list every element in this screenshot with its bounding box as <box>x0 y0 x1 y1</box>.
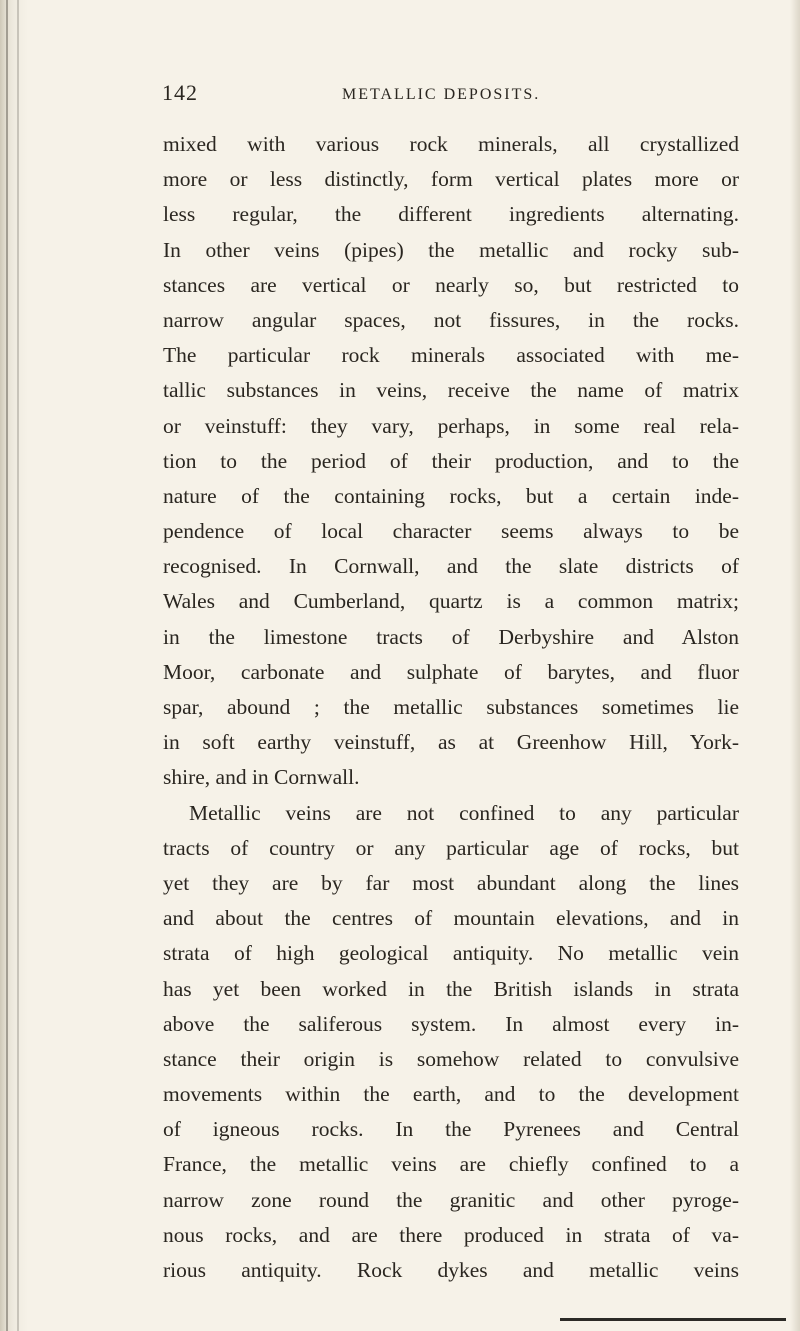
text-line: pendence of local character seems always to be <box>163 519 739 544</box>
page-edge <box>790 0 800 1331</box>
text-line: In other veins (pipes) the metallic and rocky sub- <box>163 237 739 262</box>
page-bottom-edge <box>560 1318 786 1321</box>
running-head: METALLIC DEPOSITS. <box>342 86 541 103</box>
body-text <box>163 127 739 1288</box>
text-line: narrow angular spaces, not fissures, in the rocks. <box>163 307 739 332</box>
text-line: spar, abound ; the metallic substances sometimes lie <box>163 695 739 719</box>
text-line: tion to the period of their production, and to the <box>163 448 739 473</box>
text-line: France, the metallic veins are chiefly confined to a <box>163 1152 739 1177</box>
text-line: above the saliferous system. In almost every in- <box>163 1011 739 1036</box>
text-line: of igneous rocks. In the Pyrenees and Central <box>163 1117 739 1142</box>
text-line: Moor, carbonate and sulphate of barytes, and fluor <box>163 659 739 684</box>
text-line: stances are vertical or nearly so, but restricted to <box>163 272 739 297</box>
text-line: in the limestone tracts of Derbyshire and Alston <box>163 624 739 649</box>
text-line: Wales and Cumberland, quartz is a common matrix; <box>163 589 739 614</box>
text-line: movements within the earth, and to the development <box>163 1082 739 1107</box>
book-gutter <box>0 0 28 1331</box>
text-line: recognised. In Cornwall, and the slate districts of <box>163 554 739 579</box>
gutter-line <box>6 0 8 1331</box>
text-line: in soft earthy veinstuff, as at Greenhow Hill, York- <box>163 730 739 755</box>
text-line: or veinstuff: they vary, perhaps, in some real rela- <box>163 413 739 438</box>
text-line: strata of high geological antiquity. No metallic vein <box>163 941 739 966</box>
text-line: nous rocks, and are there produced in strata of va- <box>163 1222 739 1247</box>
text-line: and about the centres of mountain elevations, and in <box>163 906 739 931</box>
text-line: mixed with various rock minerals, all crystallized <box>163 132 739 156</box>
text-line: tallic substances in veins, receive the name of matrix <box>163 378 739 403</box>
text-line: Metallic veins are not confined to any particular <box>189 800 739 825</box>
gutter-line <box>17 0 19 1331</box>
text-line: The particular rock minerals associated with me- <box>163 343 739 368</box>
text-line: stance their origin is somehow related to convulsive <box>163 1046 739 1071</box>
text-line: shire, and in Cornwall. <box>163 765 360 790</box>
text-line: less regular, the different ingredients alternating. <box>163 202 739 227</box>
text-line: more or less distinctly, form vertical plates more or <box>163 167 739 192</box>
text-line: yet they are by far most abundant along the lines <box>163 870 739 895</box>
text-line: has yet been worked in the British islands in strata <box>163 976 739 1001</box>
page-number: 142 <box>162 80 198 105</box>
text-line: tracts of country or any particular age of rocks, but <box>163 835 739 860</box>
text-line: narrow zone round the granitic and other pyroge- <box>163 1187 739 1212</box>
text-line: nature of the containing rocks, but a certain inde- <box>163 483 739 508</box>
text-line: rious antiquity. Rock dykes and metallic veins <box>163 1258 739 1282</box>
